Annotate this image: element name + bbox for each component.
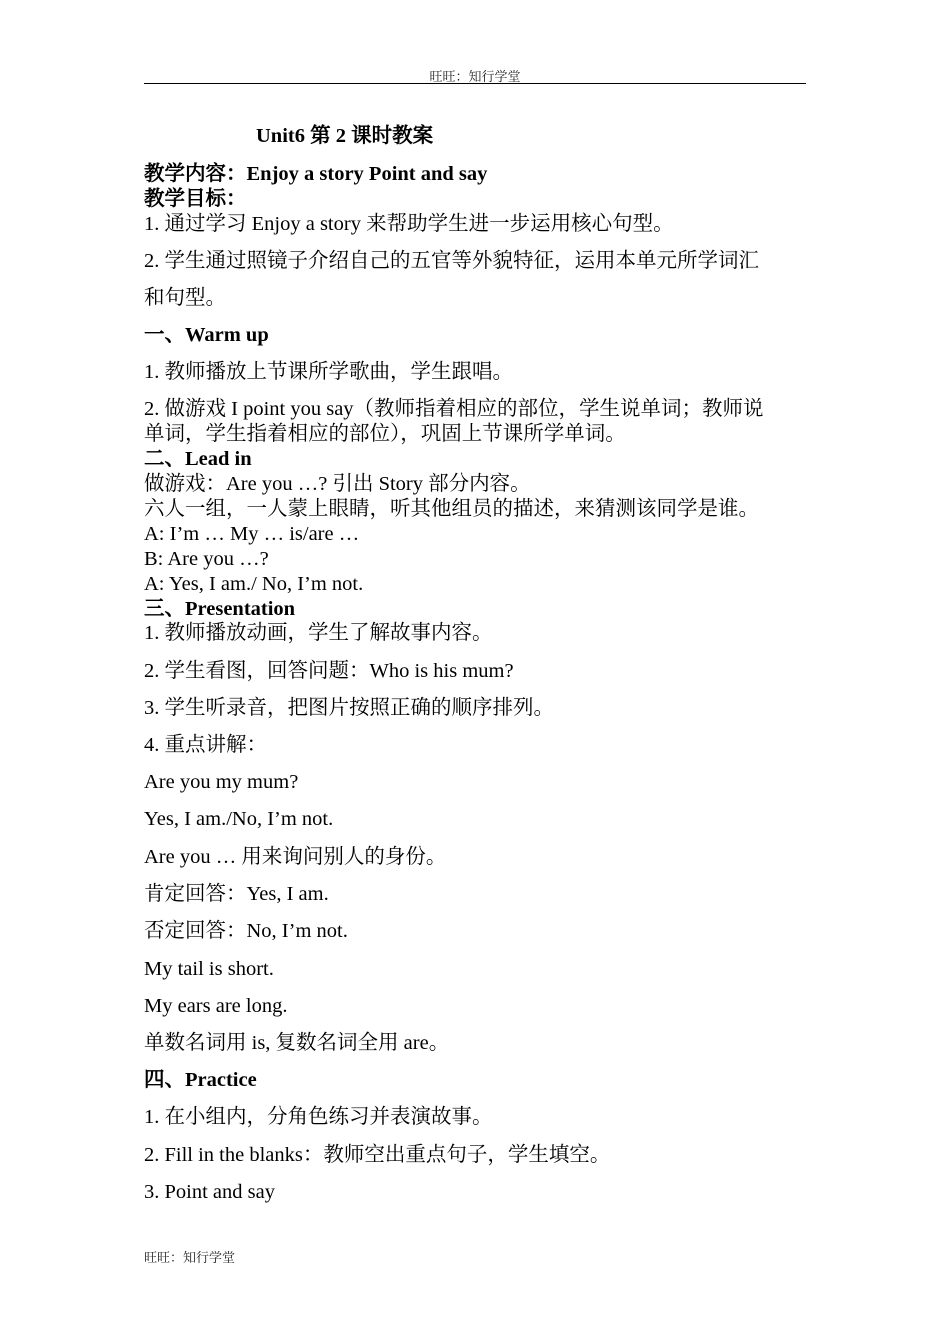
example-sentence: Are you my mum?: [144, 771, 299, 793]
dialogue-line: A: Yes, I am./ No, I’m not.: [144, 573, 364, 595]
section-heading-warm-up: 一、Warm up: [144, 324, 269, 346]
paragraph: 做游戏：Are you …? 引出 Story 部分内容。: [144, 473, 531, 495]
goal-item-continued: 和句型。: [144, 287, 226, 309]
list-item: 4. 重点讲解：: [144, 734, 267, 756]
example-sentence: My ears are long.: [144, 995, 288, 1017]
section-heading-presentation: 三、Presentation: [144, 598, 296, 620]
goals-heading: 教学目标：: [144, 188, 247, 210]
goal-item: 1. 通过学习 Enjoy a story 来帮助学生进一步运用核心句型。: [144, 213, 674, 235]
list-item: 1. 在小组内，分角色练习并表演故事。: [144, 1106, 493, 1128]
teaching-content: 教学内容：Enjoy a story Point and say: [144, 163, 488, 185]
list-item-continued: 单词，学生指着相应的部位），巩固上节课所学单词。: [144, 423, 626, 445]
paragraph: 六人一组，一人蒙上眼睛，听其他组员的描述，来猜测该同学是谁。: [144, 498, 759, 520]
page-footer: 旺旺：知行学堂: [144, 1251, 236, 1266]
paragraph: 否定回答：No, I’m not.: [144, 920, 348, 942]
list-item: 2. 做游戏 I point you say（教师指着相应的部位，学生说单词；教师说: [144, 398, 764, 420]
list-item: 2. Fill in the blanks：教师空出重点句子，学生填空。: [144, 1144, 611, 1166]
section-heading-practice: 四、Practice: [144, 1069, 257, 1091]
section-heading-lead-in: 二、Lead in: [144, 448, 252, 470]
list-item: 1. 教师播放上节课所学歌曲，学生跟唱。: [144, 361, 513, 383]
dialogue-line: A: I’m … My … is/are …: [144, 523, 360, 545]
dialogue-line: B: Are you …?: [144, 548, 269, 570]
list-item: 1. 教师播放动画，学生了解故事内容。: [144, 622, 493, 644]
paragraph: Are you … 用来询问别人的身份。: [144, 846, 447, 868]
list-item: 2. 学生看图，回答问题：Who is his mum?: [144, 660, 514, 682]
list-item: 3. 学生听录音，把图片按照正确的顺序排列。: [144, 697, 554, 719]
page-header: 旺旺：知行学堂: [429, 70, 521, 85]
paragraph: 单数名词用 is, 复数名词全用 are。: [144, 1032, 450, 1054]
example-sentence: Yes, I am./No, I’m not.: [144, 808, 334, 830]
header-divider: [144, 83, 806, 84]
paragraph: 肯定回答：Yes, I am.: [144, 883, 329, 905]
example-sentence: My tail is short.: [144, 958, 274, 980]
list-item: 3. Point and say: [144, 1181, 275, 1203]
goal-item: 2. 学生通过照镜子介绍自己的五官等外貌特征，运用本单元所学词汇: [144, 250, 759, 272]
page-title: Unit6 第 2 课时教案: [256, 125, 434, 147]
